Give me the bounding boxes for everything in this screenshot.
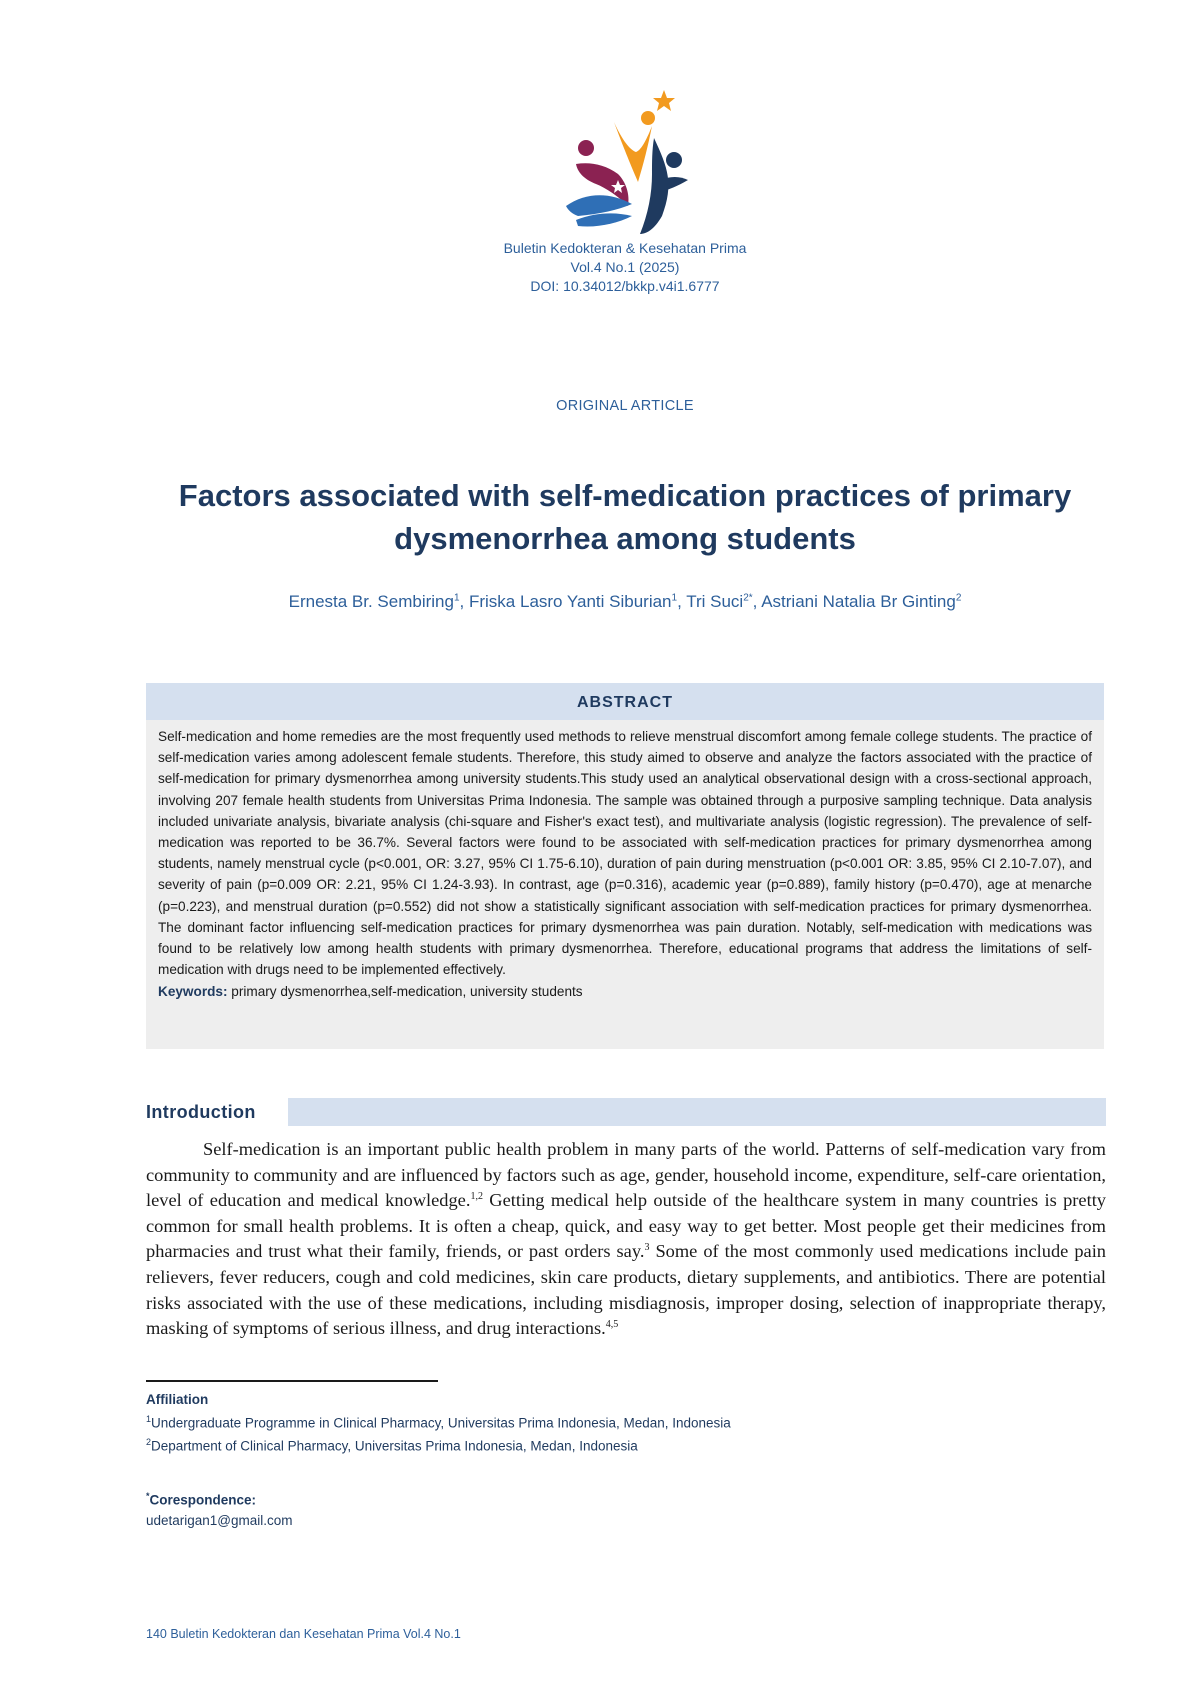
author: Astriani Natalia Br Ginting$^2$ [761, 592, 962, 611]
journal-logo-icon [556, 88, 696, 234]
introduction-heading-bar [146, 1098, 1106, 1126]
keywords-label: Keywords: [158, 984, 228, 1000]
keywords-list: primary dysmenorrhea,self-medication, university students [227, 984, 583, 1000]
article-type: ORIGINAL ARTICLE [556, 398, 694, 414]
footnote-divider [146, 1380, 438, 1382]
citation[interactable]: 4,5 [605, 1319, 619, 1331]
affiliation-block [146, 1391, 731, 1456]
citation[interactable]: 1,2 [470, 1191, 483, 1203]
journal-meta [0, 239, 1200, 296]
correspondence-block [146, 1486, 293, 1531]
abstract-section [146, 683, 1104, 1049]
heading-band [288, 1098, 1106, 1126]
article-title: Factors associated with self-medication practices of primary dysmenorrhea among students [178, 478, 1072, 556]
star-icon [653, 90, 675, 111]
correspondence-email[interactable]: udetarigan1@gmail.com [146, 1512, 293, 1528]
introduction-heading: Introduction [146, 1102, 256, 1122]
introduction-paragraph: Self-medication is an important public health problem in many parts of the world. Patterns of self-medication vary from community to community and are influenced by factors such as age, gender, household income, expenditure, self-care orientation, level of education and medical knowledge.$^{1,2}$ Getting medical help outside of the healthcare system in many countries is pretty common for small health problems. It is often a cheap, quick, and easy way to get better. Most people get their medicines from pharmacies and trust what their family, friends, or past orders say.$^3$ Some of the most commonly used medications include pain relievers, fever reducers, cough and cold medicines, skin care products, dietary supplements, and antibiotics. There are potential risks associated with the use of these medications, including misdiagnosis, improper dosing, selection of inappropriate therapy, masking of symptoms of serious illness, and drug interactions.$^{4,5}$ [146, 1139, 1106, 1339]
affiliation-heading: Affiliation [146, 1392, 209, 1407]
affiliation-item: $^1$Undergraduate Programme in Clinical Pharmacy, Universitas Prima Indonesia, Medan, Indonesia [146, 1413, 731, 1430]
journal-name: Buletin Kedokteran & Kesehatan Prima [503, 240, 747, 256]
correspondence-heading: *Corespondence: [146, 1491, 257, 1508]
author: Tri Suci$^{2*}$, [686, 592, 762, 611]
abstract-heading: ABSTRACT [146, 683, 1104, 720]
journal-volume: Vol.4 No.1 (2025) [570, 259, 680, 275]
author-list [0, 592, 1200, 612]
citation[interactable]: 3 [644, 1242, 650, 1254]
affiliation-item: $^2$Department of Clinical Pharmacy, Universitas Prima Indonesia, Medan, Indonesia [146, 1436, 638, 1453]
journal-doi[interactable]: DOI: 10.34012/bkkp.v4i1.6777 [530, 278, 720, 294]
abstract-text: Self-medication and home remedies are the most frequently used methods to relieve menstrual discomfort among female college students. The practice of self-medication varies among adolescent female students. Therefore, this study aimed to observe and analyze the factors associated with the practice of self-medication for primary dysmenorrhea among university students.This study used an analytical observational design with a cross-sectional approach, involving 207 female health students from Universitas Prima Indonesia. The sample was obtained through a purposive sampling technique. Data analysis included univariate analysis, bivariate analysis (chi-square and Fisher's exact test), and multivariate analysis (logistic regression). The prevalence of self-medication was reported to be 36.7%. Several factors were found to be associated with self-medication practices for primary dysmenorrhea among students, namely menstrual cycle (p<0.001, OR: 3.27, 95% CI 1.75-6.10), duration of pain during menstruation (p<0.001 OR: 3.85, 95% CI 2.10-7.07), and severity of pain (p=0.009 OR: 2.21, 95% CI 1.24-3.93). In contrast, age (p=0.316), academic year (p=0.889), family history (p=0.470), age at menarche (p=0.223), and menstrual duration (p=0.552) did not show a statistically significant association with self-medication practices for primary dysmenorrhea. The dominant factor influencing self-medication practices for primary dysmenorrhea was pain duration. Notably, self-medication with medications was found to be relatively low among health students with primary dysmenorrhea. Therefore, educational programs that address the limitations of self-medication with drugs need to be implemented effectively. [158, 729, 1092, 978]
author: Friska Lasro Yanti Siburian$^1$, [468, 592, 687, 611]
page-footer: 140 Buletin Kedokteran dan Kesehatan Prima Vol.4 No.1 [146, 1627, 461, 1641]
author: Ernesta Br. Sembiring$^1$, [288, 592, 469, 611]
keywords [146, 980, 1104, 999]
